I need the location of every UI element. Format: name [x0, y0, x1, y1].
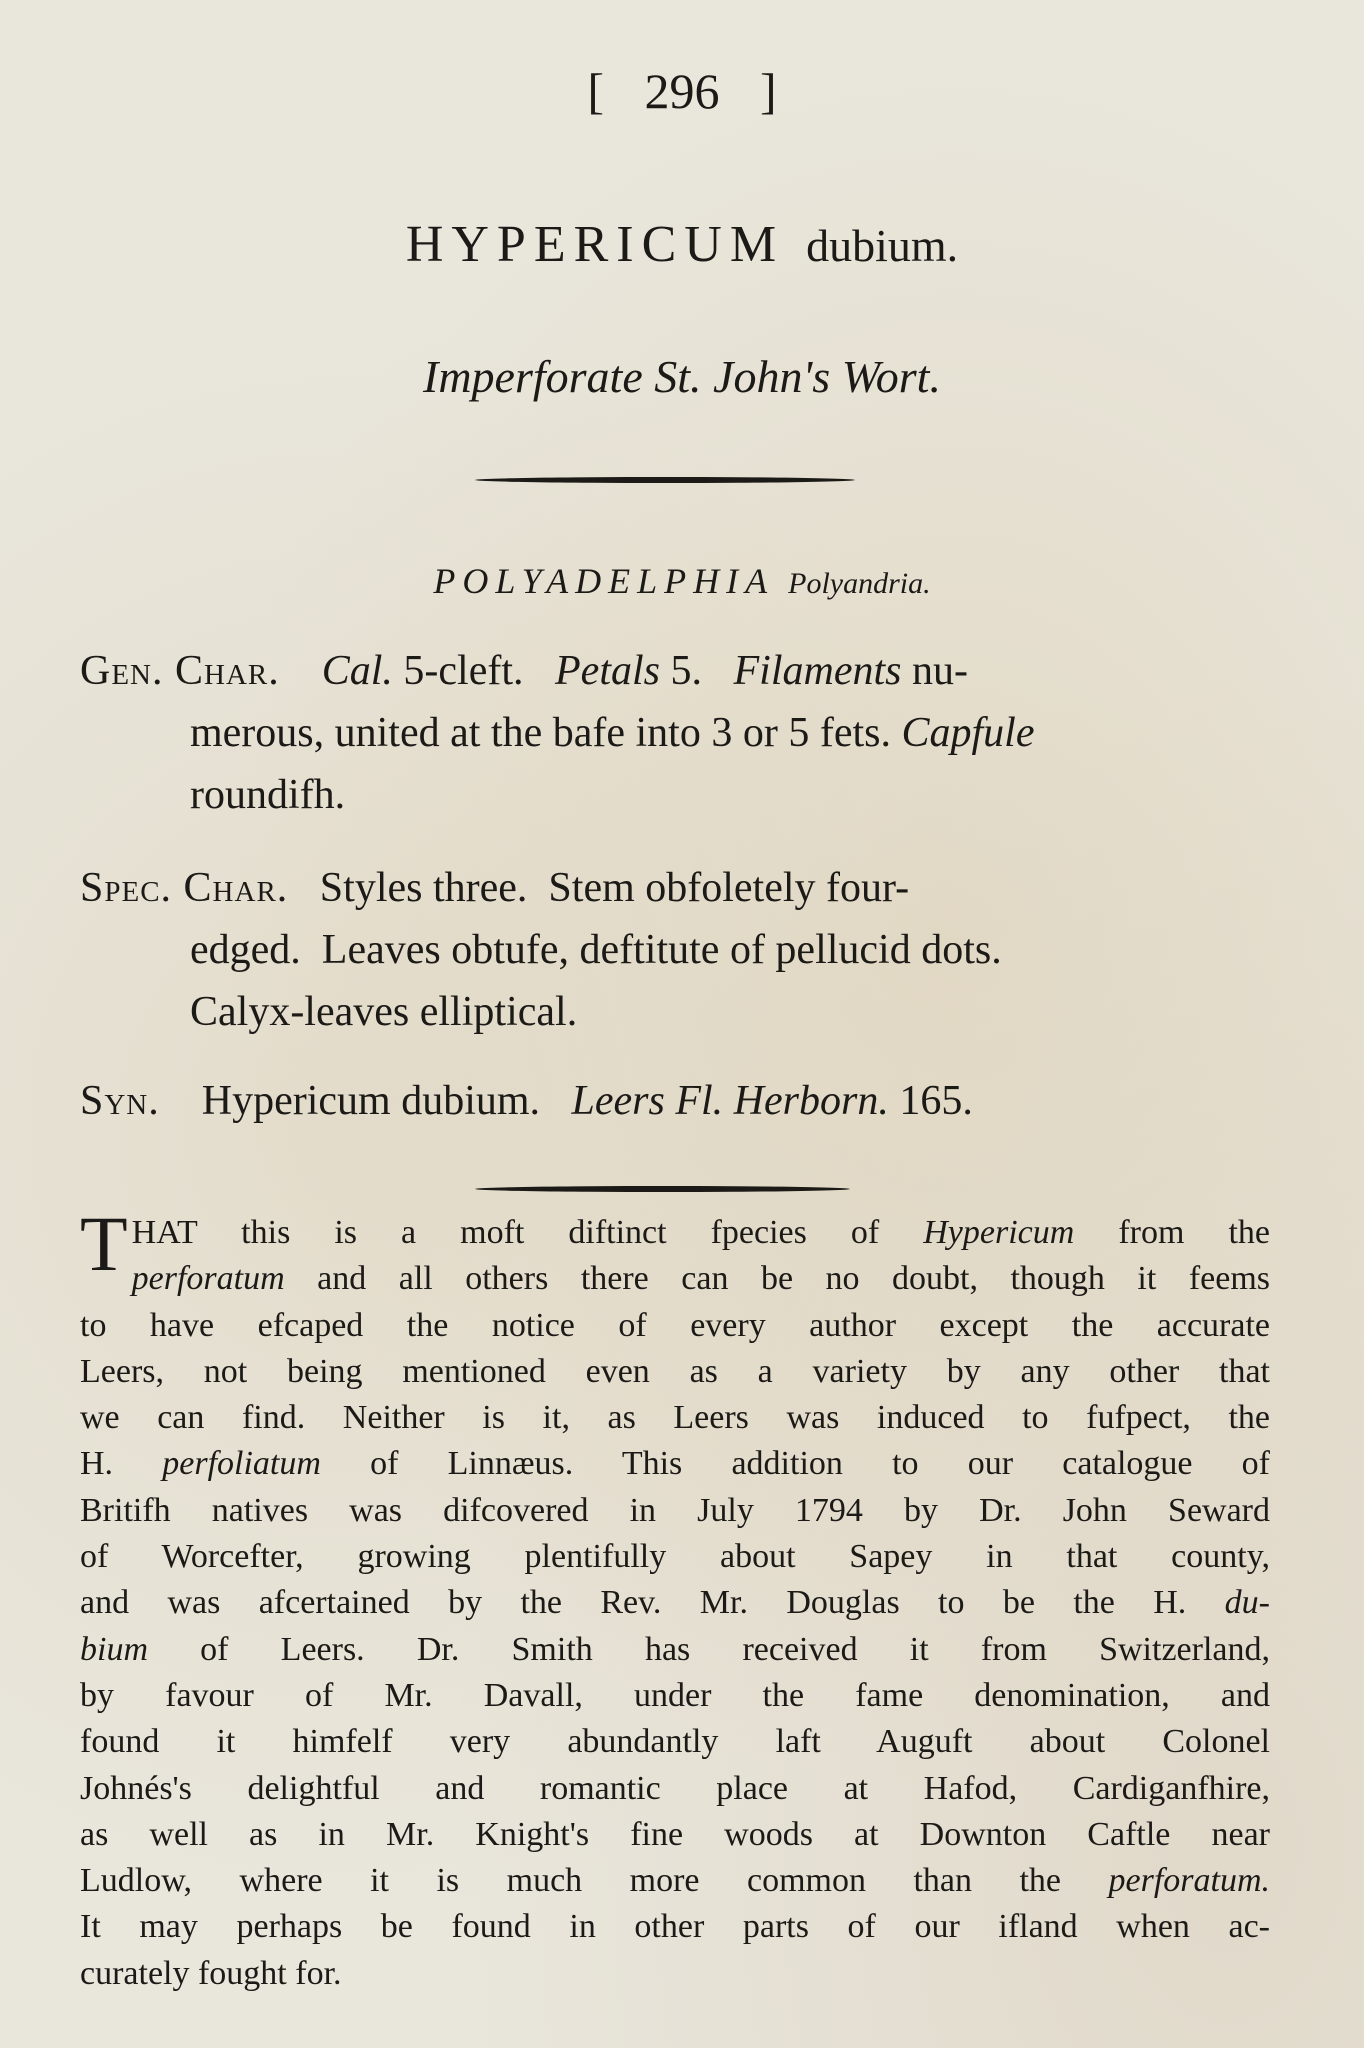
text: of Leers. Dr. Smith has received it from Switzerland, — [148, 1630, 1270, 1668]
body-line: of Worcefter, growing plentifully about Sapey in that county, — [80, 1538, 1270, 1576]
gen-char-line — [80, 702, 1280, 764]
text: Ludlow, where it is much more common than the — [80, 1862, 1109, 1900]
species-title — [0, 215, 1364, 274]
body-line: Britifh natives was difcovered in July 1794 by Dr. John Seward — [80, 1491, 1270, 1529]
text: HAT this is a moft diftinct fpecies of — [131, 1214, 924, 1251]
body-line — [80, 1441, 1270, 1487]
text: merous, united at the bafe into 3 or 5 fets. — [190, 710, 902, 756]
drop-cap: T — [80, 1200, 128, 1287]
synonym-text: Hypericum dubium. — [201, 1078, 541, 1124]
page-number: [ 296 ] — [587, 63, 777, 119]
body-line: we can find. Neither is it, as Leers was induced to fufpect, the — [80, 1399, 1270, 1437]
body-line — [80, 1210, 1270, 1256]
species-name: dubium. — [806, 220, 959, 271]
body-line: to have efcaped the notice of every author except the accurate — [80, 1306, 1270, 1344]
gen-char-label: Gen. Char. — [80, 648, 280, 694]
italic-term: bium — [80, 1630, 148, 1668]
body-line: found it himfelf very abundantly laft Auguft about Colonel — [80, 1723, 1270, 1761]
class-name: POLYADELPHIA — [433, 561, 775, 601]
synonym-line — [80, 1070, 1280, 1132]
body-line: as well as in Mr. Knight's fine woods at Downton Caftle near — [80, 1815, 1270, 1853]
common-name: Imperforate St. John's Wort. — [423, 351, 941, 402]
body-line: Leers, not being mentioned even as a variety by any other that — [80, 1352, 1270, 1390]
order-name: Polyandria. — [788, 567, 931, 600]
synonym-reference: Leers Fl. Herborn. — [571, 1078, 889, 1124]
spec-char-line — [80, 857, 1280, 919]
text: 5-cleft. — [392, 648, 556, 694]
text: and was afcertained by the Rev. Mr. Douglas to be the H. — [80, 1584, 1225, 1622]
italic-term: perfoliatum — [162, 1445, 321, 1483]
text: H. — [80, 1445, 163, 1483]
body-line — [80, 1580, 1270, 1626]
spec-char-line: Calyx-leaves elliptical. — [190, 989, 578, 1035]
decorative-rule — [475, 477, 855, 483]
term-petals: Petals — [555, 648, 660, 694]
body-line: Johnés's delightful and romantic place at Hafod, Cardiganfhire, — [80, 1769, 1270, 1807]
decorative-rule — [475, 1186, 850, 1192]
body-line: curately fought for. — [80, 1954, 342, 1992]
synonym-label: Syn. — [80, 1078, 160, 1124]
spec-char-label: Spec. Char. — [80, 865, 289, 911]
text: roundifh. — [190, 772, 346, 818]
gen-char-line — [80, 640, 1280, 702]
genus-name: HYPERICUM — [405, 216, 785, 273]
body-line — [80, 1858, 1270, 1904]
text: and all others there can be no doubt, though it feems — [284, 1260, 1270, 1298]
synonym-page: 165. — [899, 1078, 973, 1124]
specific-character — [80, 857, 1280, 1043]
term-cal: Cal. — [321, 648, 393, 694]
body-line: by favour of Mr. Davall, under the fame denomination, and — [80, 1676, 1270, 1714]
gen-char-line — [80, 764, 1280, 826]
body-text — [80, 1200, 1270, 1997]
italic-term: perforatum. — [1108, 1862, 1270, 1900]
text: nu- — [901, 648, 968, 694]
body-line — [80, 1256, 1270, 1302]
italic-term: Hypericum — [923, 1214, 1075, 1251]
text: of Linnæus. This addition to our catalogue of — [320, 1445, 1270, 1483]
italic-term: du- — [1224, 1584, 1270, 1622]
generic-character — [80, 640, 1280, 826]
text: from the — [1074, 1214, 1270, 1251]
synonym — [80, 1070, 1280, 1132]
linnaean-classification — [0, 560, 1364, 602]
term-filaments: Filaments — [733, 648, 902, 694]
term-capsule: Capfule — [901, 710, 1035, 756]
body-line — [80, 1627, 1270, 1673]
italic-term: perforatum — [131, 1260, 285, 1298]
body-line: It may perhaps be found in other parts of our ifland when ac- — [80, 1908, 1270, 1946]
text: Styles three. Stem obfoletely four- — [319, 865, 910, 911]
text: 5. — [660, 648, 734, 694]
spec-char-line: edged. Leaves obtufe, deftitute of pellucid dots. — [190, 927, 1002, 973]
